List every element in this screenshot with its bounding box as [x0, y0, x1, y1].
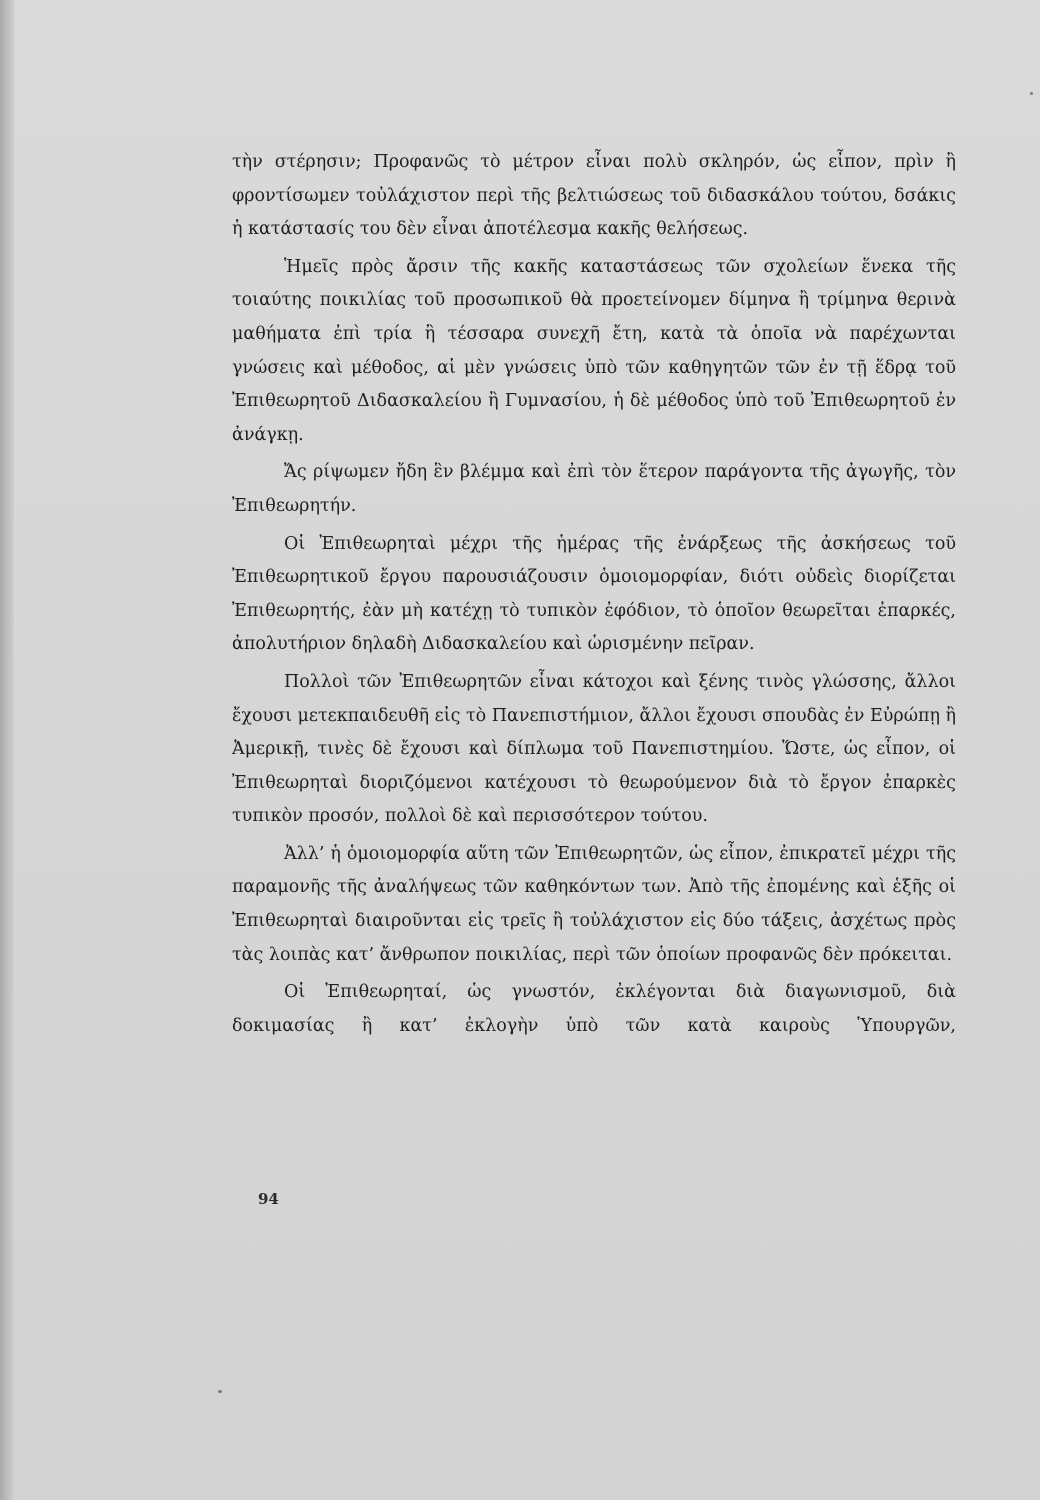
paragraph-1: τὴν στέρησιν; Προφανῶς τὸ μέτρον εἶναι πολὺ σκληρόν, ὡς εἶπον, πρὶν ἢ φροντίσωμεν τοὐλάχιστον περὶ τῆς βελτιώσεως τοῦ διδασκάλου τούτου, δσάκις ἡ κατάστασίς του δὲν εἶναι ἀποτέλεσμα κακῆς θελήσεως. — [232, 152, 956, 240]
paragraph-6: Ἀλλ’ ἡ ὁμοιομορφία αὕτη τῶν Ἐπιθεωρητῶν, ὡς εἶπον, ἐπικρατεῖ μέχρι τῆς παραμονῆς τῆς ἀναλήψεως τῶν καθηκόντων των. Ἀπὸ τῆς ἐπομένης καὶ ἑξῆς οἱ Ἐπιθεωρηταὶ διαιροῦνται εἰς τρεῖς ἢ τοὐλάχιστον εἰς δύο τάξεις, ἀσχέτως πρὸς τὰς λοιπὰς κατ’ ἄνθρωπον ποικιλίας, περὶ τῶν ὁποίων προφανῶς δὲν πρόκειται. — [232, 843, 956, 965]
page-number: 94 — [258, 1190, 279, 1208]
paragraph-3: Ἄς ρίψωμεν ἤδη ἓν βλέμμα καὶ ἐπὶ τὸν ἕτερον παράγοντα τῆς ἀγωγῆς, τὸν Ἐπιθεωρητήν. — [232, 462, 956, 516]
paragraph-2: Ἡμεῖς πρὸς ἄρσιν τῆς κακῆς καταστάσεως τῶν σχολείων ἕνεκα τῆς τοιαύτης ποικιλίας τοῦ προσωπικοῦ θὰ προετείνομεν δίμηνα ἢ τρίμηνα θερινὰ μαθήματα ἐπὶ τρία ἢ τέσσαρα συνεχῆ ἔτη, κατὰ τὰ ὁποῖα νὰ παρέχωνται γνώσεις καὶ μέθοδος, αἱ μὲν γνώσεις ὑπὸ τῶν καθηγητῶν τῶν ἐν τῇ ἕδρᾳ τοῦ Ἐπιθεωρητοῦ Διδασκαλείου ἢ Γυμνασίου, ἡ δὲ μέθοδος ὑπὸ τοῦ Ἐπιθεωρητοῦ ἐν ἀνάγκῃ. — [232, 256, 956, 445]
paragraph-4: Οἱ Ἐπιθεωρηταὶ μέχρι τῆς ἡμέρας τῆς ἐνάρξεως τῆς ἀσκήσεως τοῦ Ἐπιθεωρητικοῦ ἔργου παρουσιάζουσιν ὁμοιομορφίαν, διότι οὐδεὶς διορίζεται Ἐπιθεωρητής, ἐὰν μὴ κατέχῃ τὸ τυπικὸν ἐφόδιον, τὸ ὁποῖον θεωρεῖται ἐπαρκές, ἀπολυτήριον δηλαδὴ Διδασκαλείου καὶ ὡρισμένην πεῖραν. — [232, 533, 956, 655]
body-text — [232, 146, 956, 1043]
paragraph-5: Πολλοὶ τῶν Ἐπιθεωρητῶν εἶναι κάτοχοι καὶ ξένης τινὸς γλώσσης, ἄλλοι ἔχουσι μετεκπαιδευθῆ εἰς τὸ Πανεπιστήμιον, ἄλλοι ἔχουσι σπουδὰς ἐν Εὐρώπῃ ἢ Ἀμερικῇ, τινὲς δὲ ἔχουσι καὶ δίπλωμα τοῦ Πανεπιστημίου. Ὥστε, ὡς εἶπον, οἱ Ἐπιθεωρηταὶ διοριζόμενοι κατέχουσι τὸ θεωρούμενον διὰ τὸ ἔργον ἐπαρκὲς τυπικὸν προσόν, πολλοὶ δὲ καὶ περισσότερον τούτου. — [232, 671, 956, 827]
paper-speck — [218, 1390, 222, 1393]
paragraph-7: Οἱ Ἐπιθεωρηταί, ὡς γνωστόν, ἐκλέγονται διὰ διαγωνισμοῦ, διὰ δοκιμασίας ἢ κατ’ ἐκλογὴν ὑπὸ τῶν κατὰ καιροὺς Ὑπουργῶν, — [232, 982, 956, 1036]
paper-speck — [1030, 92, 1033, 95]
page-binding-edge — [0, 0, 14, 1500]
